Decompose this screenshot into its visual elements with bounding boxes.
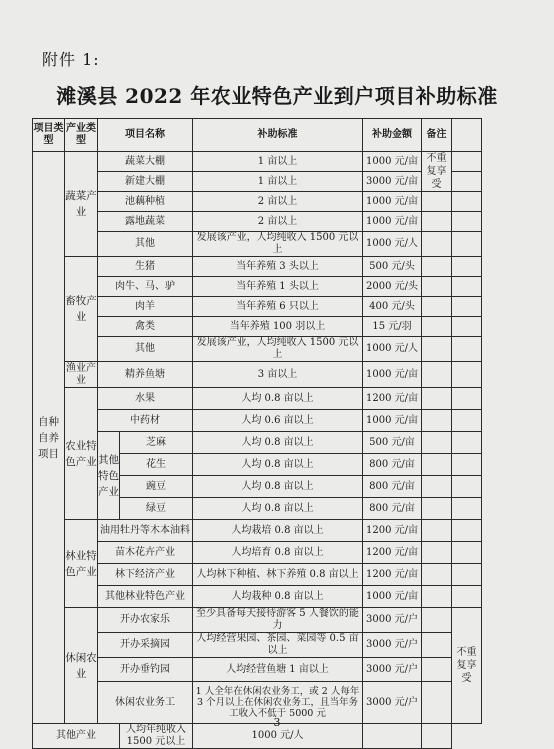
- row-amount: 1000 元/亩: [363, 192, 422, 212]
- row-item: 苗木花卉产业: [98, 542, 193, 564]
- blank-cell: [422, 362, 452, 388]
- table-row: [33, 337, 482, 362]
- row-amount: 800 元/亩: [363, 498, 422, 520]
- row-standard: 人均栽培 0.8 亩以上: [193, 520, 363, 542]
- row-item: 肉牛、马、驴: [98, 277, 193, 297]
- row-standard: 当年养殖 6 只以上: [193, 297, 363, 317]
- row-standard: 1 人全年在休闲农业务工，或 2 人每年 3 个月以上在休闲农业务工，且当年务工收入不低于 5000 元: [193, 682, 363, 724]
- table-row: [33, 432, 482, 454]
- row-amount: 1200 元/亩: [363, 564, 422, 586]
- row-item: 中药材: [98, 410, 193, 432]
- group-self: 自种自养项目: [33, 152, 65, 724]
- row-item: 休闲农业务工: [98, 682, 193, 724]
- blank-cell: [452, 297, 482, 317]
- blank-cell: [452, 564, 482, 586]
- header-category: 项目类型: [33, 119, 65, 152]
- row-item: 开办农家乐: [98, 608, 193, 633]
- blank-cell: [452, 317, 482, 337]
- row-standard: 至少具备每天接待游客 5 人餐饮的能力: [193, 608, 363, 633]
- blank-cell: [422, 586, 452, 608]
- row-amount: 1200 元/亩: [363, 520, 422, 542]
- header-standard: 补助标准: [193, 119, 363, 152]
- row-standard: 人均 0.8 亩以上: [193, 476, 363, 498]
- row-standard: 人均林下种植、林下养殖 0.8 亩以上: [193, 564, 363, 586]
- row-amount: 1000 元/亩: [363, 586, 422, 608]
- row-item: 池藕种植: [98, 192, 193, 212]
- row-amount: 1000 元/亩: [363, 152, 422, 172]
- row-amount: 3000 元/户: [363, 682, 422, 724]
- blank-cell: [452, 476, 482, 498]
- blank-cell: [452, 232, 482, 257]
- blank-cell: [452, 498, 482, 520]
- row-amount: 1000 元/亩: [363, 362, 422, 388]
- table-row: [33, 564, 482, 586]
- row-amount: 15 元/羽: [363, 317, 422, 337]
- blank-cell: [452, 257, 482, 277]
- row-item: 蔬菜大棚: [98, 152, 193, 172]
- row-standard: 发展该产业，人均纯收入 1500 元以上: [193, 337, 363, 362]
- row-amount: 800 元/亩: [363, 476, 422, 498]
- blank-cell: [452, 172, 482, 192]
- blank-cell: [422, 658, 452, 682]
- blank-cell: [452, 362, 482, 388]
- row-standard: 人均经营果园、茶园、菜园等 0.5 亩以上: [193, 633, 363, 658]
- row-standard: 1 亩以上: [193, 152, 363, 172]
- table-header-row: [33, 119, 482, 152]
- blank-cell: [422, 277, 452, 297]
- blank-cell: [422, 608, 452, 633]
- row-amount: 800 元/亩: [363, 454, 422, 476]
- row-amount: 3000 元/户: [363, 658, 422, 682]
- row-item: 林下经济产业: [98, 564, 193, 586]
- row-amount: 3000 元/亩: [363, 172, 422, 192]
- blank-cell: [422, 564, 452, 586]
- page-number: 3: [273, 716, 281, 729]
- table-row: [33, 633, 482, 658]
- group-animal: 畜牧产业: [65, 257, 98, 362]
- table-row: [33, 192, 482, 212]
- row-amount: 1200 元/亩: [363, 542, 422, 564]
- table-row: [33, 232, 482, 257]
- blank-cell: [422, 520, 452, 542]
- row-amount: 500 元/亩: [363, 432, 422, 454]
- row-item: 绿豆: [120, 498, 193, 520]
- row-standard: 当年养殖 100 羽以上: [193, 317, 363, 337]
- row-item: 其他产业: [33, 724, 120, 749]
- row-standard: 2 亩以上: [193, 212, 363, 232]
- blank-cell: [452, 542, 482, 564]
- subsidy-standard-table: [32, 118, 482, 749]
- blank-cell: [452, 192, 482, 212]
- blank-cell: [422, 317, 452, 337]
- blank-cell: [452, 152, 482, 172]
- blank-cell: [422, 476, 452, 498]
- row-item: 开办采摘园: [98, 633, 193, 658]
- table-row: [33, 317, 482, 337]
- row-item: 禽类: [98, 317, 193, 337]
- document-title: 滩溪县 2022 年农业特色产业到户项目补助标准: [56, 84, 498, 108]
- row-standard: 当年养殖 1 头以上: [193, 277, 363, 297]
- row-standard: 人均 0.6 亩以上: [193, 410, 363, 432]
- row-item: 新建大棚: [98, 172, 193, 192]
- table-row: [33, 172, 482, 192]
- group-forest: 林业特色产业: [65, 520, 98, 608]
- blank-cell: [422, 297, 452, 317]
- blank-cell: [422, 542, 452, 564]
- header-item: 项目名称: [98, 119, 193, 152]
- blank-cell: [422, 212, 452, 232]
- table-row: [33, 212, 482, 232]
- table-row: [33, 362, 482, 388]
- row-item: 油用牡丹等木本油料: [98, 520, 193, 542]
- blank-cell: [422, 454, 452, 476]
- row-item: 肉羊: [98, 297, 193, 317]
- row-item: 水果: [98, 388, 193, 410]
- blank-cell: [422, 498, 452, 520]
- group-leisure: 休闲农业: [65, 608, 98, 724]
- blank-cell: [452, 586, 482, 608]
- row-standard: 人均培育 0.8 亩以上: [193, 542, 363, 564]
- row-item: 其他: [98, 232, 193, 257]
- row-standard: 人均 0.8 亩以上: [193, 432, 363, 454]
- row-item: 豌豆: [120, 476, 193, 498]
- group-veg: 蔬菜产业: [65, 152, 98, 257]
- row-amount: 3000 元/户: [363, 608, 422, 633]
- table-row: [33, 520, 482, 542]
- row-amount: 1000 元/人: [363, 232, 422, 257]
- row-amount: 1000 元/人: [363, 337, 422, 362]
- blank-cell: [452, 410, 482, 432]
- row-amount: 500 元/头: [363, 257, 422, 277]
- table-row: [33, 388, 482, 410]
- header-remark: 备注: [422, 119, 452, 152]
- blank-cell: [452, 212, 482, 232]
- blank-cell: [422, 232, 452, 257]
- table-row: [33, 410, 482, 432]
- group-agri: 农业特色产业: [65, 388, 98, 520]
- blank-cell: [452, 337, 482, 362]
- row-amount: 1000 元/人: [193, 724, 363, 749]
- attachment-label: 附件 1:: [42, 50, 100, 69]
- row-standard: 人均 0.8 亩以上: [193, 388, 363, 410]
- group-agri-other: 其他特色产业: [98, 432, 120, 520]
- row-amount: 3000 元/户: [363, 633, 422, 658]
- table-row: [33, 277, 482, 297]
- header-amount: 补助金额: [363, 119, 422, 152]
- remark-cell: 不重复享受: [452, 608, 482, 724]
- row-standard: 人均经营鱼塘 1 亩以上: [193, 658, 363, 682]
- header-blank: [452, 119, 482, 152]
- table-row: [33, 658, 482, 682]
- row-standard: 人均 0.8 亩以上: [193, 498, 363, 520]
- row-amount: 1000 元/亩: [363, 410, 422, 432]
- row-standard: 2 亩以上: [193, 192, 363, 212]
- blank-cell: [422, 388, 452, 410]
- table-row: [33, 152, 482, 172]
- row-item: 花生: [120, 454, 193, 476]
- row-standard: 1 亩以上: [193, 172, 363, 192]
- blank-cell: [452, 520, 482, 542]
- row-item: 其他林业特色产业: [98, 586, 193, 608]
- blank-cell: [452, 388, 482, 410]
- row-item: 精养鱼塘: [98, 362, 193, 388]
- row-item: 开办垂钓园: [98, 658, 193, 682]
- blank-cell: [422, 337, 452, 362]
- header-industry: 产业类型: [65, 119, 98, 152]
- row-standard: 人均 0.8 亩以上: [193, 454, 363, 476]
- table-row: [33, 542, 482, 564]
- row-item: 露地蔬菜: [98, 212, 193, 232]
- blank-cell: [452, 454, 482, 476]
- row-standard: 发展该产业，人均纯收入 1500 元以上: [193, 232, 363, 257]
- row-standard: 人均年纯收入 1500 元以上: [120, 724, 193, 749]
- row-item: 芝麻: [120, 432, 193, 454]
- table-row: [33, 297, 482, 317]
- blank-cell: [422, 257, 452, 277]
- row-standard: 3 亩以上: [193, 362, 363, 388]
- blank-cell: [422, 192, 452, 212]
- row-amount: 400 元/头: [363, 297, 422, 317]
- row-item: 生猪: [98, 257, 193, 277]
- blank-cell: [422, 633, 452, 658]
- row-standard: 人均栽种 0.8 亩以上: [193, 586, 363, 608]
- row-amount: 1200 元/亩: [363, 388, 422, 410]
- row-standard: 当年养殖 3 头以上: [193, 257, 363, 277]
- remark-cell: 不重复享受: [422, 152, 452, 192]
- table-row: [33, 586, 482, 608]
- table-row: [33, 608, 482, 633]
- blank-cell: [452, 432, 482, 454]
- blank-cell: [452, 277, 482, 297]
- row-amount: 1000 元/亩: [363, 212, 422, 232]
- group-fish: 渔业产业: [66, 362, 96, 386]
- table-row: [33, 257, 482, 277]
- row-amount: 2000 元/头: [363, 277, 422, 297]
- blank-cell: [422, 432, 452, 454]
- row-item: 其他: [98, 337, 193, 362]
- blank-cell: [422, 410, 452, 432]
